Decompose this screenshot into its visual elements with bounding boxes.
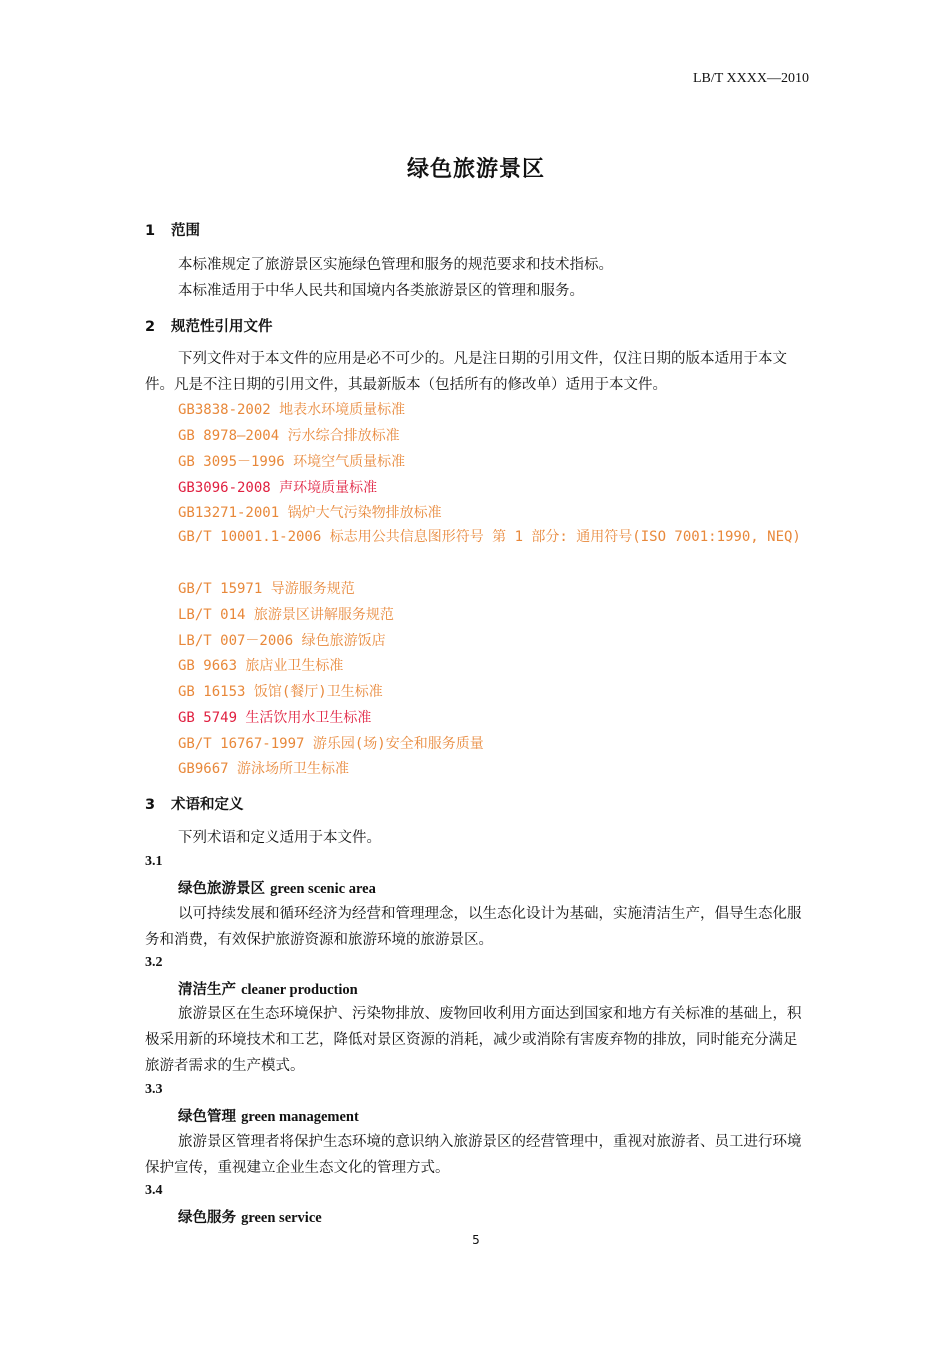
reference-item: GB/T 16767-1997 游乐园(场)安全和服务质量	[178, 736, 484, 752]
section-title: 规范性引用文件	[171, 319, 273, 335]
page-number: 5	[472, 1233, 480, 1247]
section-heading-terms	[145, 793, 244, 814]
section-number: 3	[145, 797, 156, 813]
term-definition: 以可持续发展和循环经济为经营和管理理念，以生态化设计为基础，实施清洁生产，倡导生态化服务和消费，有效保护旅游资源和旅游环境的旅游景区。	[145, 906, 802, 948]
reference-item: GB 8978—2004 污水综合排放标准	[178, 428, 400, 444]
section-number: 2	[145, 319, 156, 335]
reference-item-highlighted: GB3096-2008 声环境质量标准	[178, 480, 378, 496]
term-number: 3.1	[145, 854, 163, 869]
terms-intro: 下列术语和定义适用于本文件。	[178, 830, 381, 846]
document-title: 绿色旅游景区	[406, 157, 545, 182]
section-title: 术语和定义	[171, 797, 244, 813]
standard-code: LB/T XXXX—2010	[692, 71, 809, 86]
reference-item: LB/T 007－2006 绿色旅游饭店	[178, 633, 386, 649]
section-number: 1	[145, 223, 156, 239]
term-english: green service	[241, 1210, 322, 1226]
scope-paragraph-2: 本标准适用于中华人民共和国境内各类旅游景区的管理和服务。	[178, 283, 584, 299]
reference-item: GB13271-2001 锅炉大气污染物排放标准	[178, 505, 442, 521]
term-definition: 旅游景区在生态环境保护、污染物排放、废物回收利用方面达到国家和地方有关标准的基础上，积极采用新的环境技术和工艺，降低对景区资源的消耗，减少或消除有害废弃物的排放，同时能充分满足旅游者需求的生产模式。	[145, 1006, 802, 1074]
term-english: green scenic area	[270, 881, 376, 897]
reference-item: GB 9663 旅店业卫生标准	[178, 658, 344, 674]
section-heading-scope	[145, 219, 200, 240]
section-title: 范围	[171, 223, 200, 239]
scope-paragraph-1: 本标准规定了旅游景区实施绿色管理和服务的规范要求和技术指标。	[178, 257, 613, 273]
term-chinese: 绿色管理	[178, 1108, 236, 1125]
term-chinese: 绿色服务	[178, 1209, 236, 1226]
term-english: cleaner production	[241, 982, 358, 998]
term-chinese: 清洁生产	[178, 981, 236, 998]
reference-item: GB/T 15971 导游服务规范	[178, 581, 355, 597]
reference-item: GB9667 游泳场所卫生标准	[178, 761, 350, 777]
reference-item: GB/T 10001.1-2006 标志用公共信息图形符号 第 1 部分: 通用符号(ISO 7001:1990, NEQ)	[178, 529, 801, 545]
section-heading-normative-references	[145, 315, 273, 336]
term-chinese: 绿色旅游景区	[178, 880, 265, 897]
term-heading	[178, 1206, 322, 1227]
term-number: 3.2	[145, 955, 163, 970]
term-heading	[178, 1105, 359, 1126]
term-number: 3.3	[145, 1082, 163, 1097]
reference-item-highlighted: GB 5749 生活饮用水卫生标准	[178, 710, 372, 726]
term-heading	[178, 978, 358, 999]
term-heading	[178, 877, 376, 898]
reference-item: LB/T 014 旅游景区讲解服务规范	[178, 607, 394, 623]
term-english: green management	[241, 1109, 359, 1125]
reference-item: GB 3095－1996 环境空气质量标准	[178, 454, 406, 470]
reference-item: GB 16153 饭馆(餐厅)卫生标准	[178, 684, 383, 700]
term-definition: 旅游景区管理者将保护生态环境的意识纳入旅游景区的经营管理中，重视对旅游者、员工进行环境保护宣传，重视建立企业生态文化的管理方式。	[145, 1134, 802, 1176]
term-number: 3.4	[145, 1183, 163, 1198]
references-intro: 下列文件对于本文件的应用是必不可少的。凡是注日期的引用文件，仅注日期的版本适用于本文件。凡是不注日期的引用文件，其最新版本（包括所有的修改单）适用于本文件。	[145, 351, 787, 393]
reference-item: GB3838-2002 地表水环境质量标准	[178, 402, 406, 418]
